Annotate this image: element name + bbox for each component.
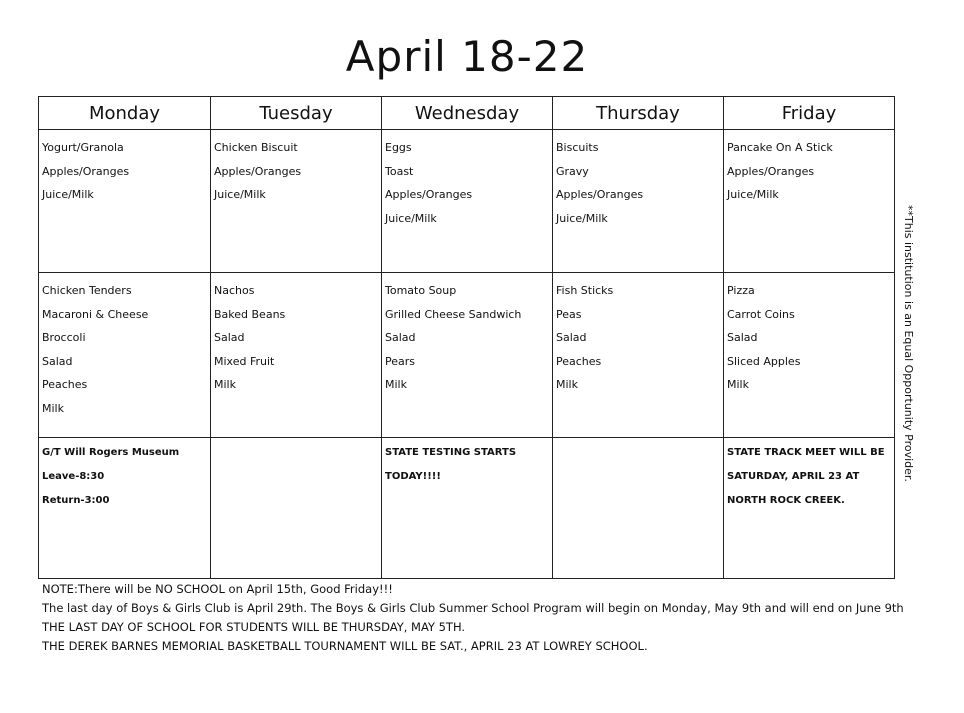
- menu-item: Salad: [556, 331, 587, 344]
- menu-item: Toast: [385, 164, 414, 178]
- day-header-row: [39, 97, 895, 130]
- notes-list: [39, 438, 210, 513]
- footer-note: THE LAST DAY OF SCHOOL FOR STUDENTS WILL BE THURSDAY, MAY 5TH.: [42, 620, 466, 634]
- menu-item: Fish Sticks: [556, 284, 614, 297]
- lunch-list: [382, 273, 552, 397]
- lunch-cell-monday: [39, 273, 211, 438]
- note-line: Leave-8:30: [42, 471, 105, 482]
- menu-table: [38, 96, 895, 579]
- day-header-wednesday: Wednesday: [382, 97, 553, 130]
- menu-item: Milk: [42, 401, 64, 415]
- menu-item: Peaches: [556, 354, 602, 368]
- footer-note: THE DEREK BARNES MEMORIAL BASKETBALL TOURNAMENT WILL BE SAT., APRIL 23 AT LOWREY SCHOOL.: [42, 639, 648, 653]
- lunch-list: [553, 273, 723, 397]
- notes-list: [382, 438, 552, 489]
- lunch-list: [39, 273, 210, 420]
- breakfast-list: [211, 130, 381, 207]
- notes-cell-monday: [39, 438, 211, 579]
- note-line: TODAY!!!!: [385, 471, 441, 482]
- menu-item: Eggs: [385, 141, 412, 154]
- menu-item: Chicken Biscuit: [214, 141, 298, 154]
- menu-item: Nachos: [214, 284, 255, 297]
- menu-item: Tomato Soup: [385, 284, 457, 297]
- notes-cell-friday: [724, 438, 895, 579]
- menu-item: Biscuits: [556, 141, 599, 154]
- menu-item: Pears: [385, 354, 416, 368]
- day-header-thursday: Thursday: [553, 97, 724, 130]
- menu-item: Grilled Cheese Sandwich: [385, 307, 522, 321]
- menu-item: Carrot Coins: [727, 307, 795, 321]
- lunch-list: [211, 273, 381, 397]
- note-line: STATE TESTING STARTS: [385, 447, 517, 458]
- lunch-list: [724, 273, 894, 397]
- menu-item: Juice/Milk: [42, 188, 94, 201]
- menu-item: Juice/Milk: [727, 188, 779, 201]
- menu-item: Juice/Milk: [214, 188, 266, 201]
- menu-item: Milk: [556, 378, 578, 391]
- breakfast-list: [724, 130, 894, 207]
- menu-item: Sliced Apples: [727, 354, 801, 368]
- menu-item: Pancake On A Stick: [727, 141, 833, 154]
- equal-opportunity-statement: **This institution is an Equal Opportunity Provider.: [902, 205, 915, 482]
- breakfast-cell-wednesday: [382, 130, 553, 273]
- menu-item: Gravy: [556, 164, 589, 178]
- note-line: SATURDAY, APRIL 23 AT: [727, 471, 860, 482]
- lunch-cell-wednesday: [382, 273, 553, 438]
- notes-list: [724, 438, 894, 513]
- note-line: Return-3:00: [42, 495, 110, 506]
- menu-item: Baked Beans: [214, 307, 286, 321]
- footer-note: NOTE:There will be NO SCHOOL on April 15th, Good Friday!!!: [42, 582, 393, 596]
- footer-note: The last day of Boys & Girls Club is April 29th. The Boys & Girls Club Summer School Program will begin on Monday, May 9th and will end on June 9th: [42, 601, 904, 615]
- breakfast-list: [382, 130, 552, 230]
- note-line: G/T Will Rogers Museum: [42, 447, 180, 458]
- menu-item: Juice/Milk: [385, 211, 437, 225]
- day-header-tuesday: Tuesday: [211, 97, 382, 130]
- note-line: NORTH ROCK CREEK.: [727, 495, 845, 506]
- day-header-monday: Monday: [39, 97, 211, 130]
- breakfast-cell-thursday: [553, 130, 724, 273]
- page-title: April 18-22: [345, 32, 589, 81]
- menu-item: Apples/Oranges: [385, 188, 473, 201]
- menu-item: Salad: [385, 331, 416, 344]
- breakfast-list: [39, 130, 210, 207]
- notes-cell-thursday: [553, 438, 724, 579]
- menu-item: Macaroni & Cheese: [42, 307, 149, 321]
- menu-item: Salad: [727, 331, 758, 344]
- day-header-friday: Friday: [724, 97, 895, 130]
- notes-cell-tuesday: [211, 438, 382, 579]
- breakfast-cell-tuesday: [211, 130, 382, 273]
- menu-item: Milk: [385, 378, 407, 391]
- breakfast-list: [553, 130, 723, 230]
- breakfast-cell-monday: [39, 130, 211, 273]
- menu-item: Milk: [727, 378, 749, 391]
- menu-item: Apples/Oranges: [727, 164, 815, 178]
- menu-item: Salad: [42, 354, 73, 368]
- menu-item: Chicken Tenders: [42, 284, 132, 297]
- breakfast-cell-friday: [724, 130, 895, 273]
- lunch-row: [39, 273, 895, 438]
- menu-item: Apples/Oranges: [42, 164, 130, 178]
- menu-item: Milk: [214, 378, 236, 391]
- menu-item: Peas: [556, 307, 582, 321]
- notes-cell-wednesday: [382, 438, 553, 579]
- lunch-cell-friday: [724, 273, 895, 438]
- menu-item: Juice/Milk: [556, 211, 608, 225]
- menu-item: Yogurt/Granola: [42, 141, 124, 154]
- menu-item: Salad: [214, 331, 245, 344]
- notes-row: [39, 438, 895, 579]
- menu-item: Peaches: [42, 378, 88, 391]
- menu-item: Apples/Oranges: [556, 188, 644, 201]
- menu-item: Apples/Oranges: [214, 164, 302, 178]
- menu-item: Broccoli: [42, 331, 86, 344]
- footer-notes: [42, 580, 902, 656]
- lunch-cell-tuesday: [211, 273, 382, 438]
- menu-item: Mixed Fruit: [214, 354, 275, 368]
- menu-item: Pizza: [727, 284, 755, 297]
- breakfast-row: [39, 130, 895, 273]
- note-line: STATE TRACK MEET WILL BE: [727, 447, 885, 458]
- lunch-cell-thursday: [553, 273, 724, 438]
